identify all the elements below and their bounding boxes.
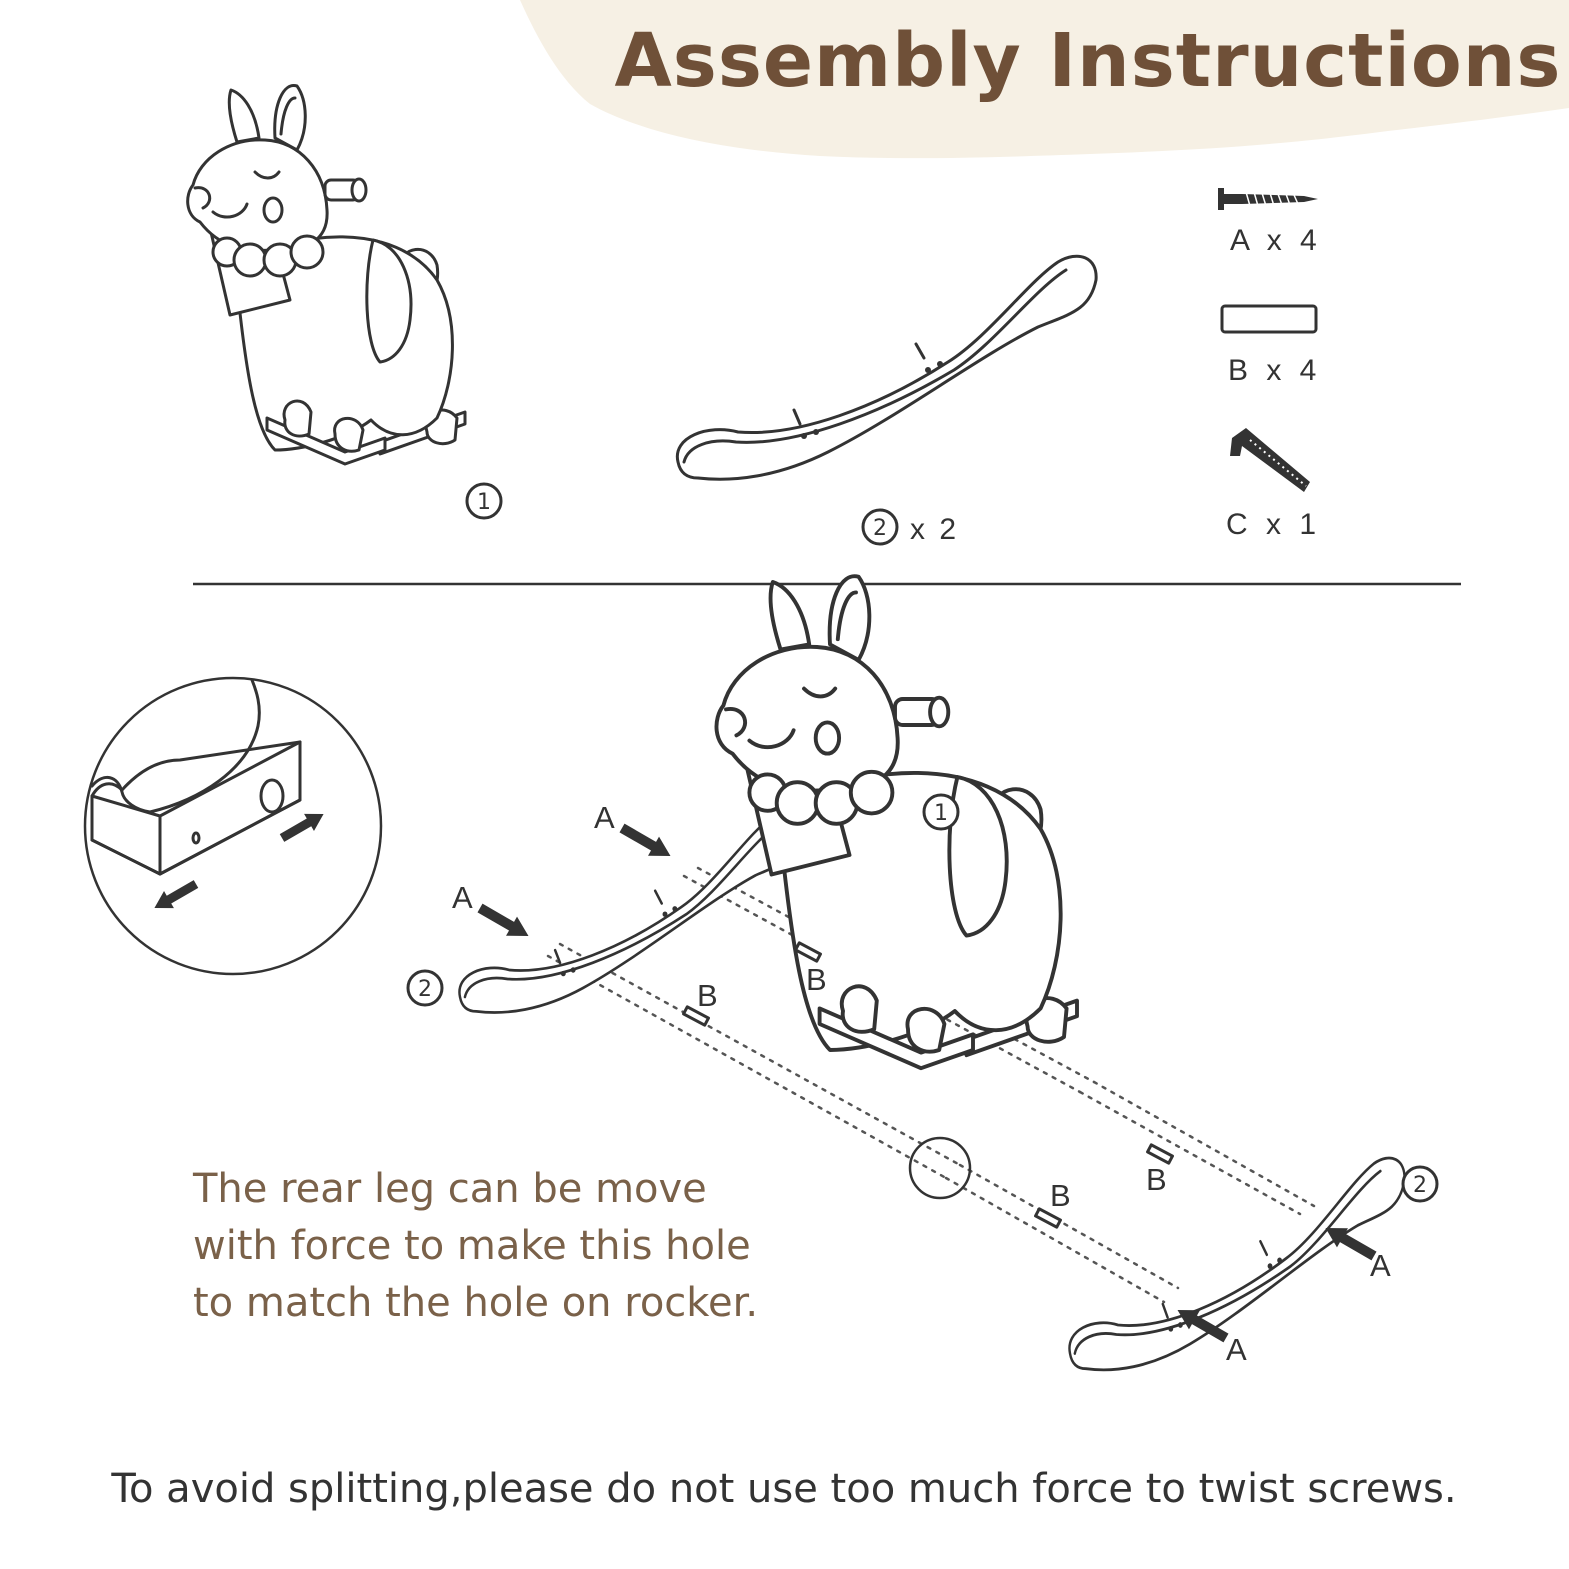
diagram-number-rocker-right-text: 2 bbox=[1413, 1173, 1427, 1198]
llama-body-assembly bbox=[716, 576, 1077, 1068]
rocker-quantity bbox=[863, 510, 959, 546]
leg-adjust-note bbox=[192, 1166, 758, 1326]
callout-a-2: A bbox=[452, 880, 473, 915]
llama-body-part bbox=[188, 86, 465, 464]
diagram-number-body-text: 1 bbox=[934, 801, 948, 826]
note-line-2: with force to make this hole bbox=[193, 1223, 751, 1269]
callout-a-3: A bbox=[1370, 1248, 1391, 1283]
part-number-badge bbox=[467, 484, 501, 518]
part-number-rocker: 2 bbox=[873, 516, 887, 541]
dowel-label: B x 4 bbox=[1228, 354, 1322, 387]
callout-b-4: B bbox=[1146, 1162, 1167, 1197]
rocker-qty-label: x 2 bbox=[910, 513, 960, 546]
page-title: Assembly Instructions bbox=[614, 18, 1562, 104]
callout-a-1: A bbox=[594, 800, 615, 835]
note-line-1: The rear leg can be move bbox=[193, 1166, 707, 1212]
screw-label: A x 4 bbox=[1230, 224, 1322, 257]
diagram-number-body bbox=[924, 795, 958, 829]
diagram-number-rocker-left-text: 2 bbox=[418, 977, 432, 1002]
rocker-part bbox=[677, 256, 1096, 479]
screw-icon bbox=[1218, 188, 1318, 210]
note-line-3: to match the hole on rocker. bbox=[193, 1280, 759, 1326]
diagram-number-rocker-left bbox=[408, 971, 442, 1005]
callout-b-2: B bbox=[806, 962, 827, 997]
part-number-body: 1 bbox=[477, 490, 491, 515]
hex-key-icon bbox=[1230, 428, 1310, 492]
detail-zoom-view bbox=[85, 678, 381, 974]
warning-text: To avoid splitting,please do not use too much force to twist screws. bbox=[111, 1466, 1457, 1512]
diagram-number-rocker-right bbox=[1403, 1167, 1437, 1201]
hole-highlight bbox=[910, 1138, 970, 1198]
callout-b-3: B bbox=[1050, 1178, 1071, 1213]
dowel-icon bbox=[1222, 306, 1316, 332]
hex-key-label: C x 1 bbox=[1226, 508, 1322, 541]
callout-a-4: A bbox=[1226, 1332, 1247, 1367]
callout-b-1: B bbox=[697, 978, 718, 1013]
